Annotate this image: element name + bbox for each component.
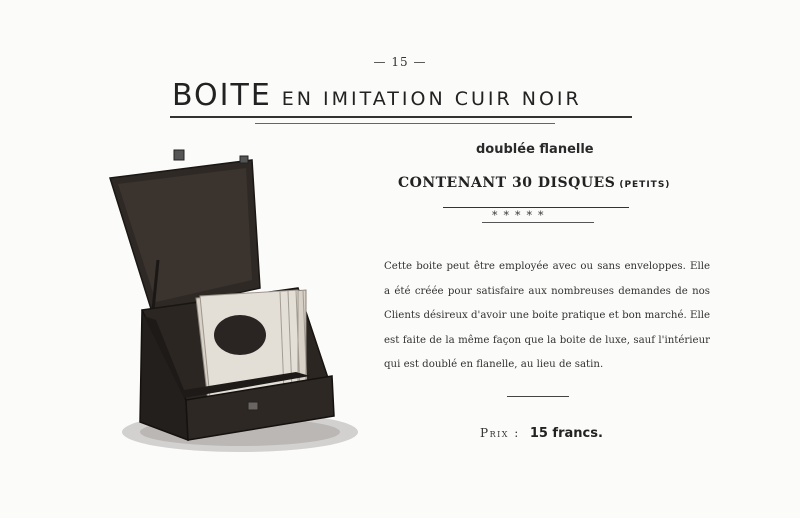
capacity-heading	[398, 175, 670, 191]
capacity-size: (PETITS)	[619, 180, 671, 190]
title-main: BOITE	[172, 78, 272, 113]
title-divider	[170, 116, 632, 118]
price-divider	[507, 396, 569, 397]
section-divider-thin	[482, 222, 594, 223]
star-ornament: *****	[492, 209, 550, 222]
title-rest: EN IMITATION CUIR NOIR	[281, 88, 582, 110]
price-line	[480, 426, 603, 441]
subtitle: doublée flanelle	[476, 142, 594, 157]
description-paragraph: Cette boite peut être employée avec ou sans enveloppes. Elle a été créée pour satisfaire aux nombreuses demandes de nos Clients désireux d'avoir une boite pratique et bon marché. Elle est faite de la même façon que la boite de luxe, sauf l'intérieur qui est doublé en flanelle, au lieu de satin.	[384, 261, 710, 370]
record-box-illustration	[100, 140, 365, 460]
price-label: Prix :	[480, 426, 520, 440]
title-divider-thin	[255, 123, 555, 124]
section-divider	[443, 207, 629, 208]
price-value: 15 francs.	[529, 426, 603, 441]
capacity-text: CONTENANT 30 DISQUES	[398, 175, 616, 191]
page-title	[172, 78, 632, 113]
page-number: — 15 —	[373, 55, 427, 69]
